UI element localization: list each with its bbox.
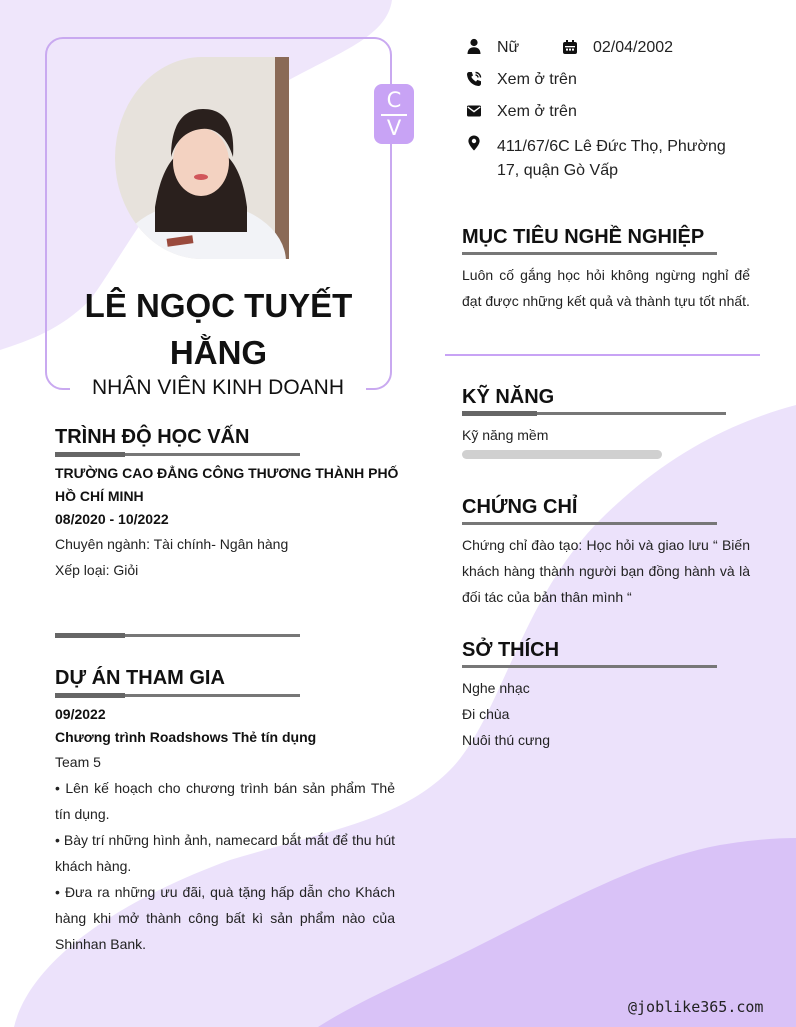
project-task: • Đưa ra những ưu đãi, quà tặng hấp dẫn cho Khách hàng khi mở thành công bất kì sản phẩm nào của Shinhan Bank. (55, 884, 395, 952)
education-end-rule (55, 634, 300, 637)
education-heading: TRÌNH ĐỘ HỌC VẤN (55, 426, 250, 448)
skill-name: Kỹ năng mềm (462, 427, 549, 443)
calendar-icon (562, 39, 578, 55)
user-icon (466, 38, 482, 54)
cv-letter-v: V (386, 116, 402, 140)
project-name: Chương trình Roadshows Thẻ tín dụng (55, 729, 317, 745)
job-title: NHÂN VIÊN KINH DOANH (70, 376, 366, 400)
education-major: Chuyên ngành: Tài chính- Ngân hàng (55, 536, 289, 552)
project-task: • Lên kế hoạch cho chương trình bán sản phẩm Thẻ tín dụng. (55, 780, 395, 822)
email-icon (466, 103, 482, 119)
hobby-item: Nuôi thú cưng (462, 732, 550, 748)
email-value: Xem ở trên (497, 103, 577, 120)
certificates-rule (462, 522, 717, 525)
profile-photo (115, 57, 289, 259)
cv-letter-c: C (386, 88, 402, 112)
hobby-item: Nghe nhạc (462, 680, 530, 696)
certificates-text: Chứng chỉ đào tạo: Học hỏi và giao lưu “ Biến khách hàng thành người bạn đồng hành và là đối tác của bản thân mình “ (462, 537, 750, 605)
objective-text: Luôn cố gắng học hỏi không ngừng nghỉ để đạt được những kết quả và thành tựu tốt nhất. (462, 267, 750, 309)
map-pin-icon (466, 135, 482, 151)
project-team: Team 5 (55, 754, 101, 770)
candidate-name: LÊ NGỌC TUYẾT HẰNG (84, 287, 353, 371)
phone-value: Xem ở trên (497, 71, 577, 88)
education-period: 08/2020 - 10/2022 (55, 511, 169, 527)
skills-heading: KỸ NĂNG (462, 386, 555, 408)
section-divider (445, 354, 760, 356)
gender-value: Nữ (497, 39, 520, 56)
education-rank: Xếp loại: Giỏi (55, 562, 139, 578)
birthdate-value: 02/04/2002 (593, 39, 674, 56)
address-value: 411/67/6C Lê Đức Thọ, Phường 17, quận Gò Vấp (497, 138, 726, 179)
skills-rule (462, 412, 726, 415)
cv-badge (374, 84, 414, 144)
certificates-heading: CHỨNG CHỈ (462, 496, 578, 518)
objective-heading: MỤC TIÊU NGHỀ NGHIỆP (462, 226, 705, 248)
project-task: • Bày trí những hình ảnh, namecard bắt mắt để thu hút khách hàng. (55, 832, 395, 874)
phone-icon (466, 71, 482, 87)
projects-rule (55, 694, 300, 697)
hobby-item: Đi chùa (462, 706, 510, 722)
project-date: 09/2022 (55, 706, 106, 722)
objective-rule (462, 252, 717, 255)
projects-heading: DỰ ÁN THAM GIA (55, 667, 225, 689)
watermark-text: @joblike365.com (628, 998, 764, 1016)
education-rule (55, 453, 300, 456)
education-school: TRƯỜNG CAO ĐẲNG CÔNG THƯƠNG THÀNH PHỐ HỒ CHÍ MINH (55, 465, 399, 504)
skill-level-bar (462, 450, 662, 459)
hobbies-heading: SỞ THÍCH (462, 639, 560, 661)
hobbies-rule (462, 665, 717, 668)
